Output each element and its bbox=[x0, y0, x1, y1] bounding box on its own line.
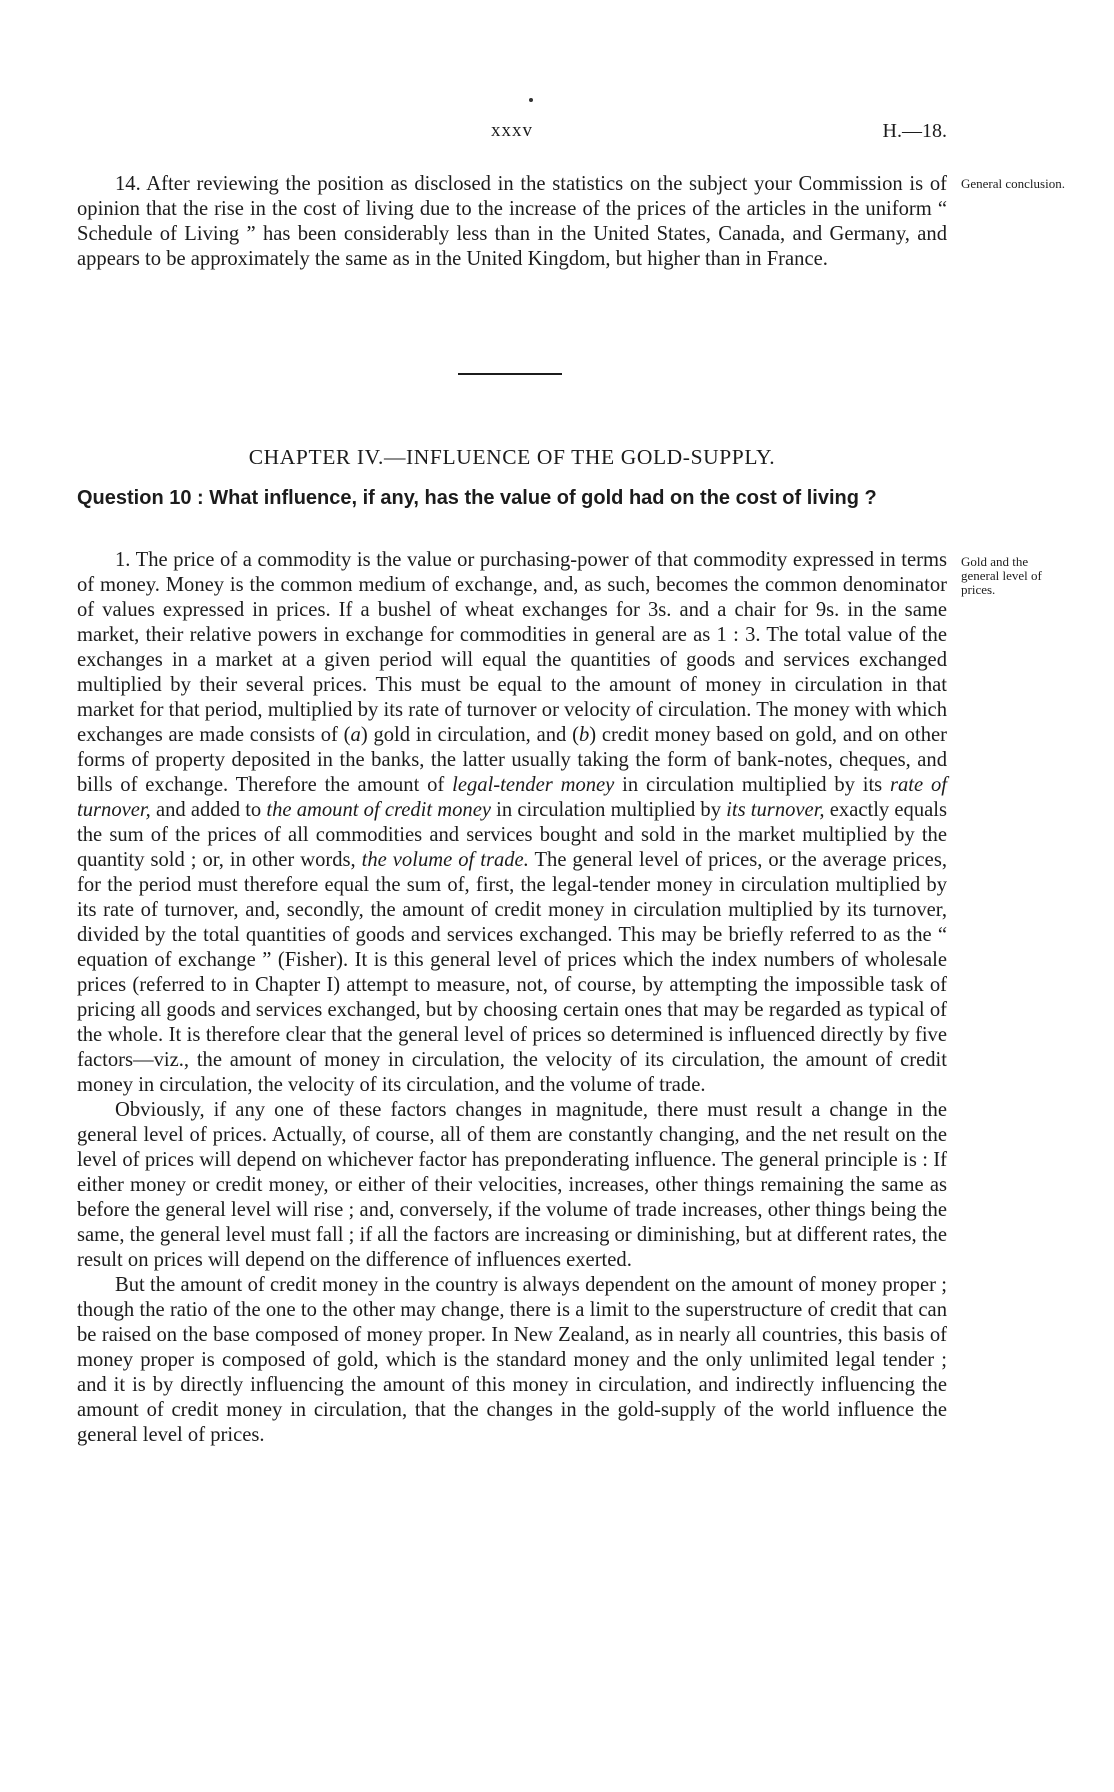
paragraph-1-run: ) gold in circulation, and ( bbox=[360, 724, 579, 746]
paragraph-1-run: in circulation multiplied by bbox=[491, 799, 727, 821]
report-reference: H.—18. bbox=[882, 120, 947, 142]
running-head bbox=[77, 120, 947, 146]
chapter-title: CHAPTER IV.—INFLUENCE OF THE GOLD-SUPPLY. bbox=[248, 445, 776, 469]
paragraph-3: But the amount of credit money in the country is always dependent on the amount of money proper ; though the ratio of the one to the other may change, there is a limit to the superstructure of credit that can be raised on the base composed of money proper. In New Zealand, as in nearly all countries, this basis of money proper is composed of gold, which is the standard money and the only unlimited legal tender ; and it is by directly influencing the amount of this money in circulation, and indirectly influencing the amount of credit money in circulation, that the changes in the gold-supply of the world influence the general level of prices. bbox=[77, 1274, 947, 1446]
paragraph-1-italic: rate of turnover, bbox=[77, 774, 948, 821]
print-speck bbox=[529, 98, 533, 102]
paragraph-1-italic: a bbox=[350, 724, 361, 746]
section-divider bbox=[458, 373, 562, 375]
paragraph-1-run: ) credit money based on gold, and on other forms of property deposited in the banks, the latter usually taking the form of bank-notes, cheques, and bills of exchange. Therefore the amount of bbox=[77, 724, 947, 796]
paragraph-1 bbox=[77, 548, 947, 1098]
paragraph-1-run: 1. The price of a commodity is the value or purchasing-power of that commodity expressed in terms of money. Money is the common medium of exchange, and, as such, becomes the common denominator of values expressed in prices. If a bushel of wheat exchanges for 3s. and a chair for 9s. in the same market, their relative powers in exchange for commodities in general are as 1 : 3. The total value of the exchanges in a market at a given period will equal the quantities of goods and services exchanged multiplied by their several prices. This must be equal to the amount of money in circulation in that market for that period, multiplied by its rate of turnover or velocity of circulation. The money with which exchanges are made consists of ( bbox=[77, 549, 947, 746]
paragraph-1-run: in circulation multiplied by its bbox=[614, 774, 890, 796]
paragraph-1-italic: the amount of credit money bbox=[266, 799, 492, 821]
paragraph-1-italic: the volume of trade. bbox=[361, 849, 529, 871]
paragraph-1-italic: legal-tender money bbox=[452, 774, 615, 796]
section-14-paragraph bbox=[77, 172, 947, 272]
margin-note-general-conclusion: General conclusion. bbox=[961, 176, 1065, 191]
page-number: xxxv bbox=[491, 120, 533, 141]
margin-note-gold-and-prices: Gold and the general level of prices. bbox=[961, 554, 1042, 597]
section-14-text: 14. After reviewing the position as disclosed in the statistics on the subject your Commission is of opinion that the rise in the cost of living due to the increase of the prices of the articles in the uniform “ Schedule of Living ” has been considerably less than in the United States, Canada, and Germany, and appears to be approximately the same as in the United Kingdom, but higher than in France. bbox=[77, 173, 947, 270]
paragraph-1-italic: its turnover, bbox=[726, 799, 825, 821]
paragraph-1-run: The general level of prices, or the average prices, for the period must therefore equal the sum of, first, the legal-tender money in circulation multiplied by its rate of turnover, and, secondly, the amount of credit money in circulation multiplied by its turnover, divided by the total quantities of goods and services exchanged. This may be briefly referred to as the “ equation of exchange ” (Fisher). It is this general level of prices which the index numbers of wholesale prices (referred to in Chapter I) attempt to measure, not, of course, by attempting the impossible task of pricing all goods and services exchanged, but by choosing certain ones that may be regarded as typical of the whole. It is therefore clear that the general level of prices so determined is influenced directly by five factors—viz., the amount of money in circulation, the velocity of its circulation, the amount of credit money in circulation, the velocity of its circulation, and the volume of trade. bbox=[77, 849, 947, 1096]
paragraph-1-run: exactly equals the sum of the prices of all commodities and services bought and sold in the market multiplied by the quantity sold ; or, in other words, bbox=[77, 799, 947, 871]
chapter-question bbox=[77, 485, 947, 511]
paragraph-2: Obviously, if any one of these factors changes in magnitude, there must result a change in the general level of prices. Actually, of course, all of them are constantly changing, and the net result on the level of prices will depend on whichever factor has preponderating influence. The general principle is : If either money or credit money, or either of their velocities, increases, other things remaining the same as before the general level will rise ; and, conversely, if the volume of trade increases, other things being the same, the general level must fall ; if all the factors are increasing or diminishing, but at different rates, the result on prices will depend on the difference of influences exerted. bbox=[77, 1099, 947, 1271]
question-label: Question 10 : bbox=[77, 487, 204, 509]
paragraph-1-italic: b bbox=[578, 724, 590, 746]
question-text: What influence, if any, has the value of gold had on the cost of living ? bbox=[209, 487, 877, 509]
chapter-body bbox=[77, 548, 947, 1448]
paragraph-1-run: and added to bbox=[150, 799, 267, 821]
